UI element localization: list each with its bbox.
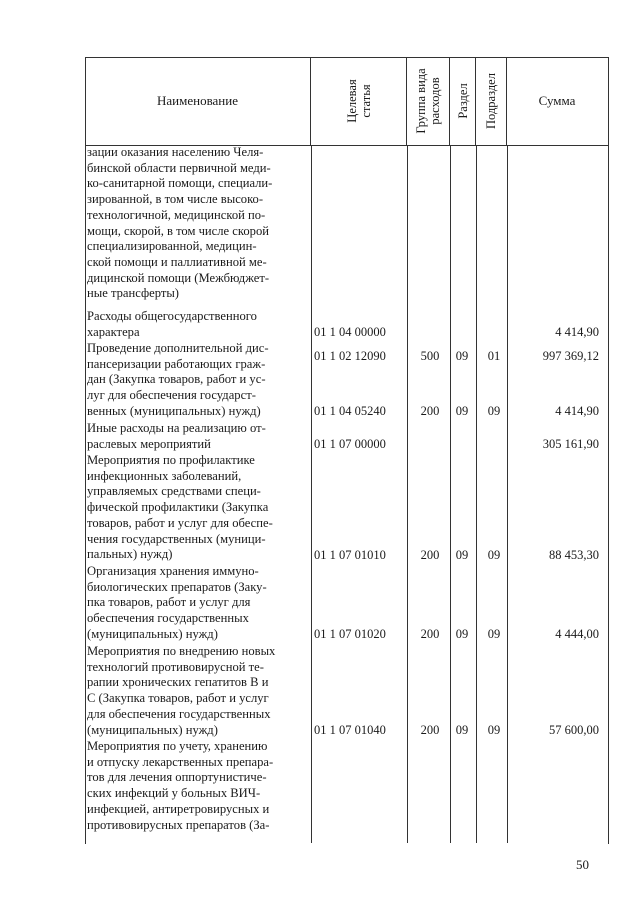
row-code: 01 1 02 12090 (314, 349, 386, 363)
row-subsection: 09 (487, 723, 501, 737)
header-sum: Сумма (538, 93, 576, 108)
row-sum: 57 600,00 (549, 723, 599, 737)
row-subsection: 01 (487, 349, 501, 363)
row-section: 09 (455, 548, 469, 562)
column-divider (507, 145, 508, 843)
column-divider (407, 145, 408, 843)
row-subsection: 09 (487, 627, 501, 641)
column-divider (450, 145, 451, 843)
column-divider (476, 145, 477, 843)
row-subsection: 09 (487, 548, 501, 562)
row-name: Мероприятия по учету, хранению и отпуску лекарственных препара- тов для лечения оппортунистиче- ских инфекций у больных ВИЧ- инфекцией, антиретровирусных и противовирусных препаратов (За- (87, 739, 274, 832)
header-name-cell (85, 57, 311, 145)
row-name: Проведение дополнительной дис- пансеризации работающих граж- дан (Закупка товаров, работ и ус- луг для обеспечения государст- венных (муниципальных) нужд) (87, 341, 269, 418)
page-number: 50 (576, 857, 589, 872)
row-type: 200 (420, 723, 440, 737)
header-type-line2: расходов (428, 77, 442, 125)
budget-table (85, 57, 609, 844)
row-code: 01 1 07 01020 (314, 627, 386, 641)
row-subsection: 09 (487, 404, 501, 418)
header-code-line2: статья (358, 84, 373, 118)
row-sum: 305 161,90 (542, 437, 599, 451)
row-name: Мероприятия по профилактике инфекционных заболеваний, управляемых средствами специ- фической профилактики (Закупка товаров, работ и услуг для обеспе- чения государственных (муници- пальных) нужд) (87, 453, 273, 562)
header-subsection: Подраздел (484, 73, 498, 129)
row-name: Расходы общегосударственного характера (87, 309, 257, 339)
row-type: 500 (420, 349, 440, 363)
header-code-line1: Целевая (344, 79, 359, 123)
row-name: зации оказания населению Челя- бинской области первичной меди- ко-санитарной помощи, специали- зированной, в том числе высоко- технологичной, медицинской по- мощи, скорой, в том числе скорой специализированной, медицин- ской помощи и паллиативной ме- дицинской помощи (Межбюджет- ные трансферты) (87, 145, 273, 301)
header-type-line1: Группа вида (414, 68, 428, 134)
row-type: 200 (420, 404, 440, 418)
row-code: 01 1 07 01040 (314, 723, 386, 737)
row-section: 09 (455, 723, 469, 737)
row-code: 01 1 04 00000 (314, 325, 386, 339)
header-code-cell (311, 57, 407, 145)
row-section: 09 (455, 349, 469, 363)
row-sum: 88 453,30 (549, 548, 599, 562)
row-section: 09 (455, 404, 469, 418)
header-sum-cell (507, 57, 607, 145)
row-name: Иные расходы на реализацию от- раслевых мероприятий (87, 421, 266, 451)
row-code: 01 1 04 05240 (314, 404, 386, 418)
header-section: Раздел (455, 83, 470, 119)
row-sum: 4 414,90 (555, 325, 599, 339)
row-sum: 4 414,90 (555, 404, 599, 418)
row-section: 09 (455, 627, 469, 641)
header-type-cell (407, 57, 450, 145)
row-code: 01 1 07 00000 (314, 437, 386, 451)
row-name: Мероприятия по внедрению новых технологий противовирусной те- рапии хронических гепатитов В и С (Закупка товаров, работ и услуг для обеспечения государственных (муниципальных) нужд) (87, 644, 276, 737)
table-header (85, 57, 609, 146)
row-type: 200 (420, 548, 440, 562)
row-type: 200 (420, 627, 440, 641)
header-name: Наименование (157, 93, 238, 108)
row-sum: 997 369,12 (542, 349, 599, 363)
row-name: Организация хранения иммуно- биологических препаратов (Заку- пка товаров, работ и услуг для обеспечения государственных (муниципальных) нужд) (87, 564, 267, 641)
column-divider (311, 145, 312, 843)
row-code: 01 1 07 01010 (314, 548, 386, 562)
row-sum: 4 444,00 (555, 627, 599, 641)
header-section-cell (450, 57, 476, 145)
header-subsection-cell (476, 57, 507, 145)
